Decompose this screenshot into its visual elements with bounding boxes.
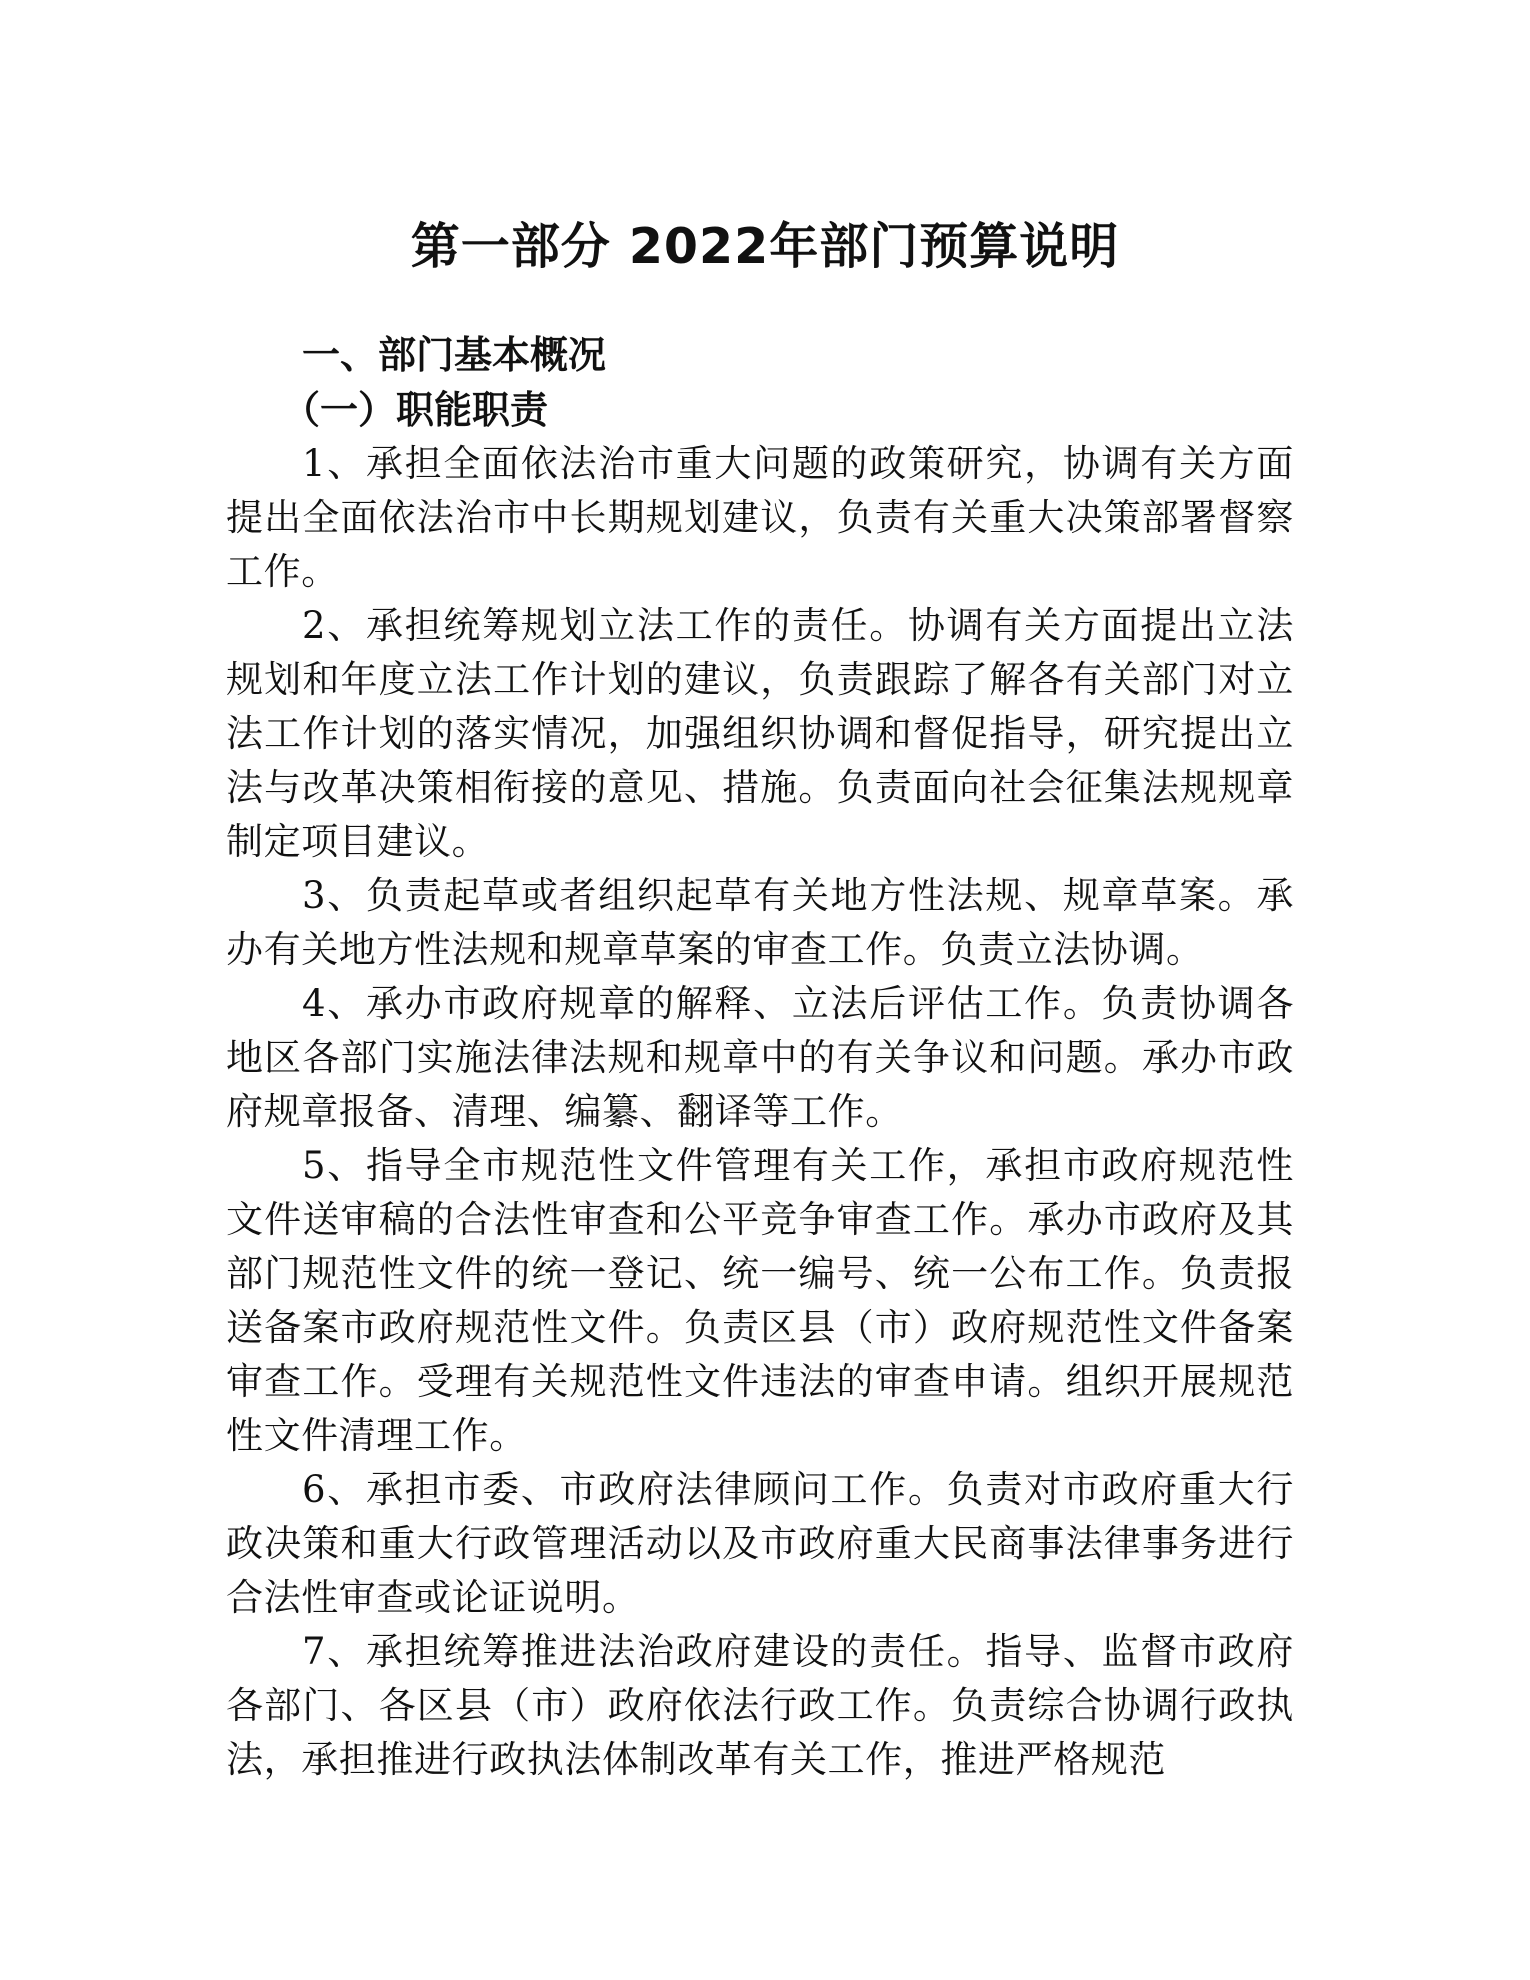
paragraph: 7、承担统筹推进法治政府建设的责任。指导、监督市政府各部门、各区县（市）政府依法行政工作。负责综合协调行政执法，承担推进行政执法体制改革有关工作，推进严格规范 [226,1630,1294,1781]
paragraph: 6、承担市委、市政府法律顾问工作。负责对市政府重大行政决策和重大行政管理活动以及市政府重大民商事法律事务进行合法性审查或论证说明。 [226,1468,1294,1619]
paragraph: 5、指导全市规范性文件管理有关工作，承担市政府规范性文件送审稿的合法性审查和公平竞争审查工作。承办市政府及其部门规范性文件的统一登记、统一编号、统一公布工作。负责报送备案市政府规范性文件。负责区县（市）政府规范性文件备案审查工作。受理有关规范性文件违法的审查申请。组织开展规范性文件清理工作。 [226,1144,1294,1457]
sub-heading: （一）职能职责 [282,388,549,432]
page-title: 第一部分 2022年部门预算说明 [410,218,1120,275]
paragraph: 4、承办市政府规章的解释、立法后评估工作。负责协调各地区各部门实施法律法规和规章中的有关争议和问题。承办市政府规章报备、清理、编纂、翻译等工作。 [226,982,1294,1133]
document-body [226,327,1294,1787]
paragraph: 1、承担全面依法治市重大问题的政策研究，协调有关方面提出全面依法治市中长期规划建议，负责有关重大决策部署督察工作。 [226,442,1294,593]
section-heading: 一、部门基本概况 [302,333,607,377]
paragraph: 3、负责起草或者组织起草有关地方性法规、规章草案。承办有关地方性法规和规章草案的审查工作。负责立法协调。 [226,874,1294,971]
paragraph: 2、承担统筹规划立法工作的责任。协调有关方面提出立法规划和年度立法工作计划的建议，负责跟踪了解各有关部门对立法工作计划的落实情况，加强组织协调和督促指导，研究提出立法与改革决策相衔接的意见、措施。负责面向社会征集法规规章制定项目建议。 [226,604,1294,863]
